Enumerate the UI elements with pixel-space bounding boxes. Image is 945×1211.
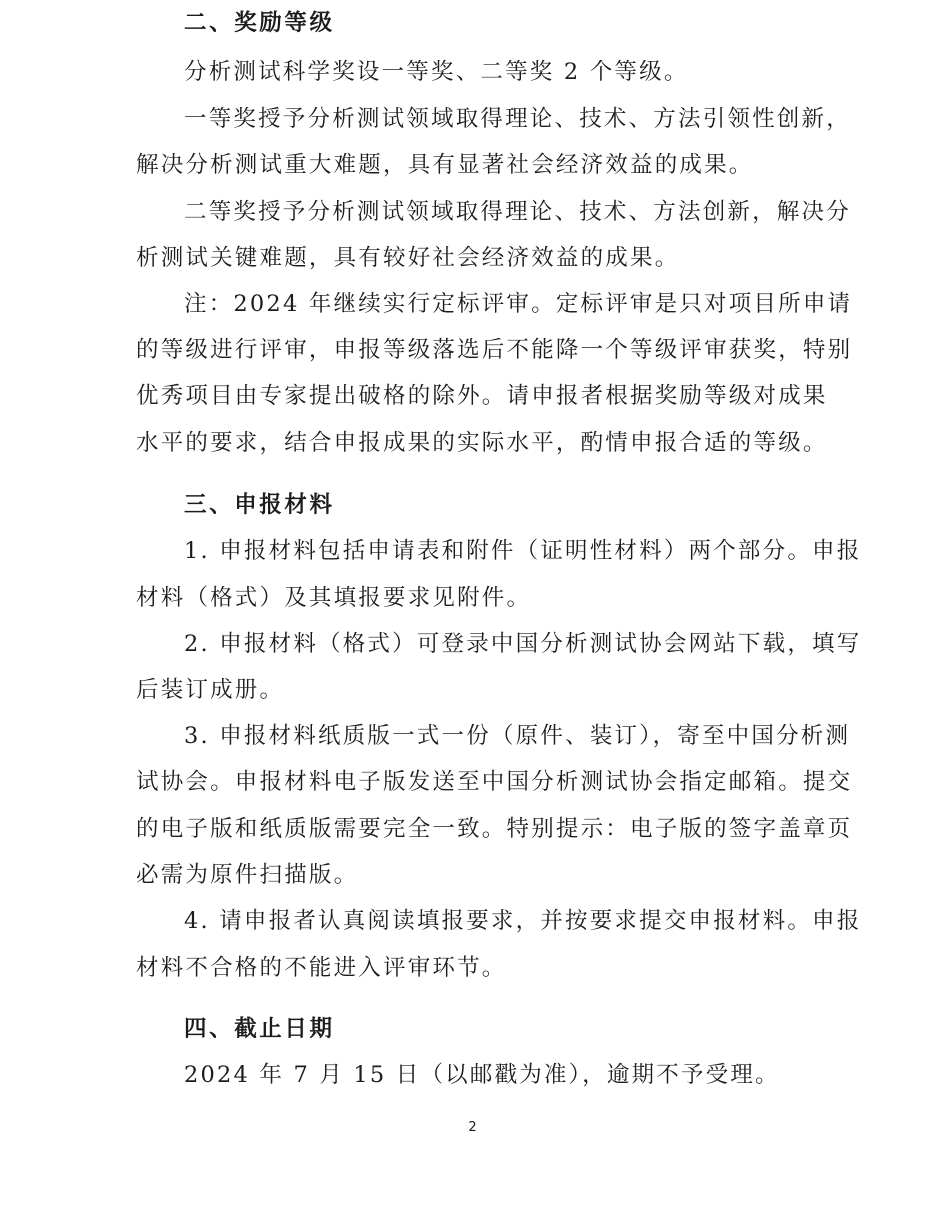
paragraph-line: 的等级进行评审，申报等级落选后不能降一个等级评审获奖，特别 [136,337,853,363]
section-heading-materials: 三、申报材料 [184,492,335,518]
paragraph-line: 必需为原件扫描版。 [136,862,359,888]
paragraph-line: 注：2024 年继续实行定标评审。定标评审是只对项目所申请 [184,291,853,317]
paragraph-line: 分析测试科学奖设一等奖、二等奖 2 个等级。 [184,59,689,85]
paragraph-line: 3. 申报材料纸质版一式一份（原件、装订），寄至中国分析测 [184,723,851,749]
paragraph-line: 1. 申报材料包括申请表和附件（证明性材料）两个部分。申报 [184,538,862,564]
paragraph-line: 2024 年 7 月 15 日（以邮戳为准），逾期不予受理。 [184,1062,780,1088]
paragraph-line: 的电子版和纸质版需要完全一致。特别提示：电子版的签字盖章页 [136,816,853,842]
paragraph-line: 一等奖授予分析测试领域取得理论、技术、方法引领性创新， [184,106,851,132]
paragraph-line: 4. 请申报者认真阅读填报要求，并按要求提交申报材料。申报 [184,908,862,934]
paragraph-line: 解决分析测试重大难题，具有显著社会经济效益的成果。 [136,152,754,178]
paragraph-line: 析测试关键难题，具有较好社会经济效益的成果。 [136,245,680,271]
paragraph-line: 2. 申报材料（格式）可登录中国分析测试协会网站下载，填写 [184,631,862,657]
paragraph-line: 后装订成册。 [136,677,285,703]
page-number: 2 [468,1120,477,1135]
paragraph-line: 优秀项目由专家提出破格的除外。请申报者根据奖励等级对成果 [136,383,828,409]
paragraph-line: 材料不合格的不能进入评审环节。 [136,955,507,981]
paragraph-line: 水平的要求，结合申报成果的实际水平，酌情申报合适的等级。 [136,430,828,456]
section-heading-deadline: 四、截止日期 [184,1016,335,1042]
section-heading-awards: 二、奖励等级 [184,10,335,36]
paragraph-line: 试协会。申报材料电子版发送至中国分析测试协会指定邮箱。提交 [136,769,853,795]
paragraph-line: 材料（格式）及其填报要求见附件。 [136,585,532,611]
paragraph-line: 二等奖授予分析测试领域取得理论、技术、方法创新，解决分 [184,199,851,225]
